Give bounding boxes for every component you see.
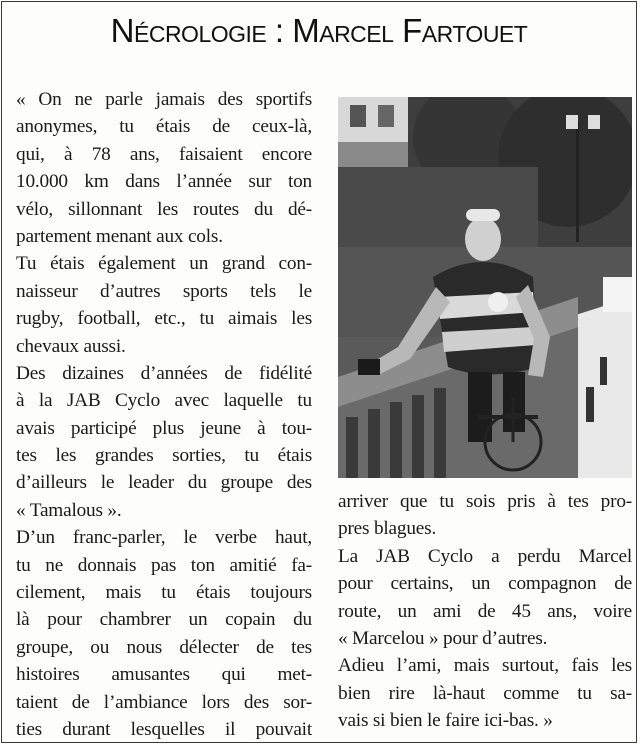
cyclist-photo: [338, 97, 632, 478]
text-line: Tu étais également un grand con-: [16, 253, 312, 275]
text-line: partement menant aux cols.: [16, 225, 223, 247]
text-line: D’un franc-parler, le verbe haut,: [16, 527, 312, 549]
text-line: Des dizaines d’années de fidélité: [16, 362, 312, 384]
text-line: taient de l’ambiance lors des sor-: [16, 691, 312, 713]
text-line: d’ailleurs le leader du groupe des: [16, 472, 312, 494]
text-line: là pour chambrer un copain du: [16, 609, 312, 631]
text-line: tes les grandes sorties, tu étais: [16, 445, 312, 467]
text-line: bien rire là-haut comme tu sa-: [338, 682, 632, 704]
text-line: anonymes, tu étais de ceux-là,: [16, 116, 312, 138]
text-line: pres blagues.: [338, 518, 437, 540]
text-line: vais si bien le faire ici-bas. »: [338, 710, 553, 732]
text-line: pour certains, un compagnon de: [338, 573, 632, 595]
text-line: chevaux aussi.: [16, 335, 126, 357]
text-line: ties durant lesquelles il pouvait: [16, 718, 312, 740]
article-title: Nécrologie : Marcel Fartouet: [110, 12, 528, 49]
text-line: arriver que tu sois pris à tes pro-: [338, 491, 632, 512]
text-line: 10.000 km dans l’année sur ton: [16, 171, 312, 193]
text-line: « Marcelou » pour d’autres.: [338, 627, 548, 649]
text-line: rugby, football, etc., tu aimais les: [16, 308, 312, 330]
text-line: « On ne parle jamais des sportifs: [16, 89, 312, 110]
text-line: à la JAB Cyclo avec laquelle tu: [16, 390, 312, 412]
text-line: Adieu l’ami, mais surtout, fais les: [338, 655, 632, 677]
text-line: histoires amusantes qui met-: [16, 664, 312, 686]
text-line: avais participé plus jeune à tou-: [16, 417, 312, 439]
text-line: vélo, sillonnant les routes du dé-: [16, 198, 312, 220]
article-column-right: [338, 488, 632, 735]
text-line: cilement, mais tu étais toujours: [16, 582, 312, 604]
newspaper-clipping: [1, 1, 637, 743]
text-line: « Tamalous ».: [16, 499, 122, 521]
text-line: naisseur d’autres sports tels le: [16, 280, 312, 302]
cyclist-photo-icon: [338, 97, 632, 478]
text-line: qui, à 78 ans, faisaient encore: [16, 143, 312, 165]
text-line: route, un ami de 45 ans, voire: [338, 600, 632, 622]
article-column-left: [16, 86, 312, 743]
text-line: tu ne donnais pas ton amitié fa-: [16, 554, 312, 576]
text-line: La JAB Cyclo a perdu Marcel: [338, 545, 632, 567]
text-line: groupe, ou nous délecter de tes: [16, 636, 312, 658]
